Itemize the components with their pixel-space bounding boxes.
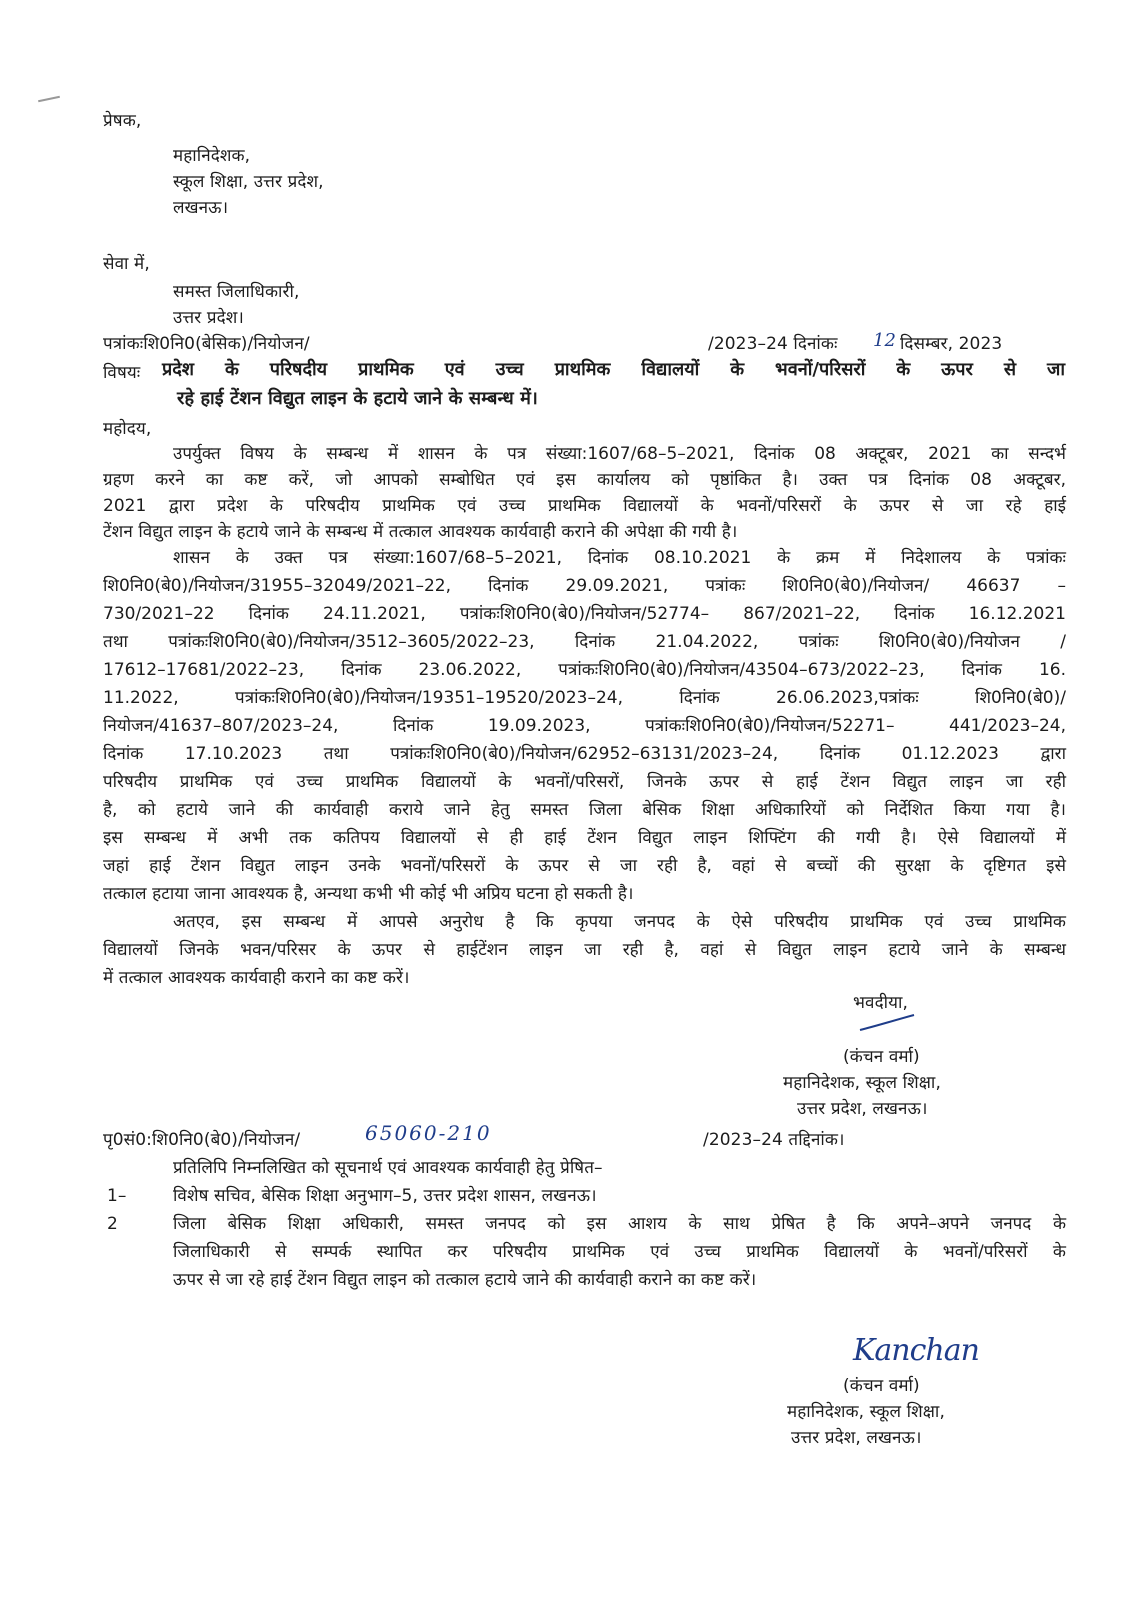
paragraph-line: परिषदीय प्राथमिक एवं उच्च प्राथमिक विद्यालयों के भवनों/परिसरों, जिनके ऊपर से हाई टेंशन विद्युत लाइन जा रही: [103, 772, 1066, 792]
initial-signature-mark: [858, 1012, 918, 1034]
paragraph-line: नियोजन/41637–807/2023–24, दिनांक 19.09.2023, पत्रांकःशि0नि0(बे0)/नियोजन/52271– 441/2023–24,: [103, 716, 1066, 736]
handwritten-dispatch-number: 65060-210: [365, 1121, 492, 1145]
copy-item-text: विशेष सचिव, बेसिक शिक्षा अनुभाग–5, उत्तर प्रदेश शासन, लखनऊ।: [173, 1186, 597, 1206]
signatory-designation: महानिदेशक, स्कूल शिक्षा,: [783, 1073, 941, 1093]
endorsement-date: /2023–24 तद्दिनांक।: [703, 1130, 845, 1150]
paragraph-line: में तत्काल आवश्यक कार्यवाही कराने का कष्ट करें।: [103, 968, 410, 988]
paragraph-line: तत्काल हटाया जाना आवश्यक है, अन्यथा कभी भी कोई भी अप्रिय घटना हो सकती है।: [103, 884, 634, 904]
reference-date: दिसम्बर, 2023: [900, 334, 1003, 354]
handwritten-signature: Kanchan: [853, 1333, 979, 1368]
paragraph-line: विद्यालयों जिनके भवन/परिसर के ऊपर से हाईटेंशन लाइन जा रही है, वहां से विद्युत लाइन हटाये जाने के सम्बन्ध: [103, 940, 1066, 960]
copy-item-text: ऊपर से जा रहे हाई टेंशन विद्युत लाइन को तत्काल हटाये जाने की कार्यवाही कराने का कष्ट करें।: [173, 1270, 757, 1290]
subject-text: प्रदेश के परिषदीय प्राथमिक एवं उच्च प्राथमिक विद्यालयों के भवनों/परिसरों के ऊपर से जा: [162, 359, 1065, 380]
paragraph-line: तथा पत्रांकःशि0नि0(बे0)/नियोजन/3512–3605/2022–23, दिनांक 21.04.2022, पत्रांकः शि0नि0(बे0)/नियोजन /: [103, 632, 1066, 652]
reference-number: पत्रांकःशि0नि0(बेसिक)/नियोजन/: [103, 334, 310, 354]
paragraph-line: टेंशन विद्युत लाइन के हटाये जाने के सम्बन्ध में तत्काल आवश्यक कार्यवाही कराने की अपेक्षा की गयी है।: [103, 522, 738, 542]
copy-item-text: जिला बेसिक शिक्षा अधिकारी, समस्त जनपद को इस आशय के साथ प्रेषित है कि अपने–अपने जनपद के: [173, 1214, 1066, 1234]
closing: भवदीया,: [853, 993, 908, 1013]
subject-label: विषयः: [103, 363, 141, 383]
paragraph-line: जहां हाई टेंशन विद्युत लाइन उनके भवनों/परिसरों के ऊपर से जा रही है, वहां से बच्चों की सुरक्षा के दृष्टिगत इसे: [103, 856, 1066, 876]
paragraph-line: 11.2022, पत्रांकःशि0नि0(बे0)/नियोजन/19351–19520/2023–24, दिनांक 26.06.2023,पत्रांकः शि0नि0(बे0)/: [103, 688, 1066, 708]
signatory-location: उत्तर प्रदेश, लखनऊ।: [791, 1428, 922, 1448]
paragraph-line: 730/2021–22 दिनांक 24.11.2021, पत्रांकःशि0नि0(बे0)/नियोजन/52774– 867/2021–22, दिनांक 16.12.2021: [103, 604, 1066, 624]
paragraph-line: ग्रहण करने का कष्ट करें, जो आपको सम्बोधित एवं इस कार्यालय को पृष्ठांकित है। उक्त पत्र दिनांक 08 अक्टूबर,: [103, 470, 1066, 490]
signatory-designation: महानिदेशक, स्कूल शिक्षा,: [787, 1402, 945, 1422]
paragraph-line: शि0नि0(बे0)/नियोजन/31955–32049/2021–22, दिनांक 29.09.2021, पत्रांकः शि0नि0(बे0)/नियोजन/ 46637 –: [103, 576, 1066, 596]
scan-mark: [38, 96, 60, 103]
recipient-line: उत्तर प्रदेश।: [173, 308, 244, 328]
subject-text: रहे हाई टेंशन विद्युत लाइन के हटाये जाने के सम्बन्ध में।: [177, 388, 538, 409]
paragraph-line: शासन के उक्त पत्र संख्या:1607/68–5–2021, दिनांक 08.10.2021 के क्रम में निदेशालय के पत्रांकः: [173, 548, 1066, 568]
copy-item-number: 1–: [107, 1186, 127, 1206]
copy-intro: प्रतिलिपि निम्नलिखित को सूचनार्थ एवं आवश्यक कार्यवाही हेतु प्रेषित–: [173, 1158, 603, 1178]
recipient-label: सेवा में,: [103, 254, 150, 274]
paragraph-line: 17612–17681/2022–23, दिनांक 23.06.2022, पत्रांकःशि0नि0(बे0)/नियोजन/43504–673/2022–23, दिनांक 16.: [103, 660, 1066, 680]
copy-item-text: जिलाधिकारी से सम्पर्क स्थापित कर परिषदीय प्राथमिक एवं उच्च प्राथमिक विद्यालयों के भवनों/परिसरों के: [173, 1242, 1066, 1262]
paragraph-line: है, को हटाये जाने की कार्यवाही कराये जाने हेतु समस्त जिला बेसिक शिक्षा अधिकारियों को निर्देशित किया गया है।: [103, 800, 1066, 820]
sender-label: प्रेषक,: [103, 111, 142, 131]
paragraph-line: इस सम्बन्ध में अभी तक कतिपय विद्यालयों से ही हाई टेंशन विद्युत लाइन शिफ्टिंग की गयी है। ऐसे विद्यालयों में: [103, 828, 1066, 848]
paragraph-line: दिनांक 17.10.2023 तथा पत्रांकःशि0नि0(बे0)/नियोजन/62952–63131/2023–24, दिनांक 01.12.2023 द्वारा: [103, 744, 1066, 764]
paragraph-line: उपर्युक्त विषय के सम्बन्ध में शासन के पत्र संख्या:1607/68–5–2021, दिनांक 08 अक्टूबर, 2021 का सन्दर्भ: [173, 444, 1066, 464]
paragraph-line: 2021 द्वारा प्रदेश के परिषदीय प्राथमिक एवं उच्च प्राथमिक विद्यालयों के भवनों/परिसरों के ऊपर से जा रहे हाई: [103, 496, 1066, 516]
recipient-line: समस्त जिलाधिकारी,: [173, 282, 300, 302]
handwritten-day: 12: [873, 330, 896, 351]
sender-line: महानिदेशक,: [173, 146, 251, 166]
endorsement-number: पृ0सं0:शि0नि0(बे0)/नियोजन/: [103, 1130, 301, 1150]
paragraph-line: अतएव, इस सम्बन्ध में आपसे अनुरोध है कि कृपया जनपद के ऐसे परिषदीय प्राथमिक एवं उच्च प्राथमिक: [173, 912, 1066, 932]
copy-item-number: 2: [107, 1214, 118, 1234]
signatory-location: उत्तर प्रदेश, लखनऊ।: [797, 1099, 928, 1119]
signatory-name: (कंचन वर्मा): [843, 1376, 920, 1396]
salutation: महोदय,: [103, 419, 152, 439]
sender-line: लखनऊ।: [173, 198, 229, 218]
signatory-name: (कंचन वर्मा): [843, 1047, 920, 1067]
reference-year: /2023–24 दिनांकः: [708, 334, 838, 354]
sender-line: स्कूल शिक्षा, उत्तर प्रदेश,: [173, 172, 324, 192]
